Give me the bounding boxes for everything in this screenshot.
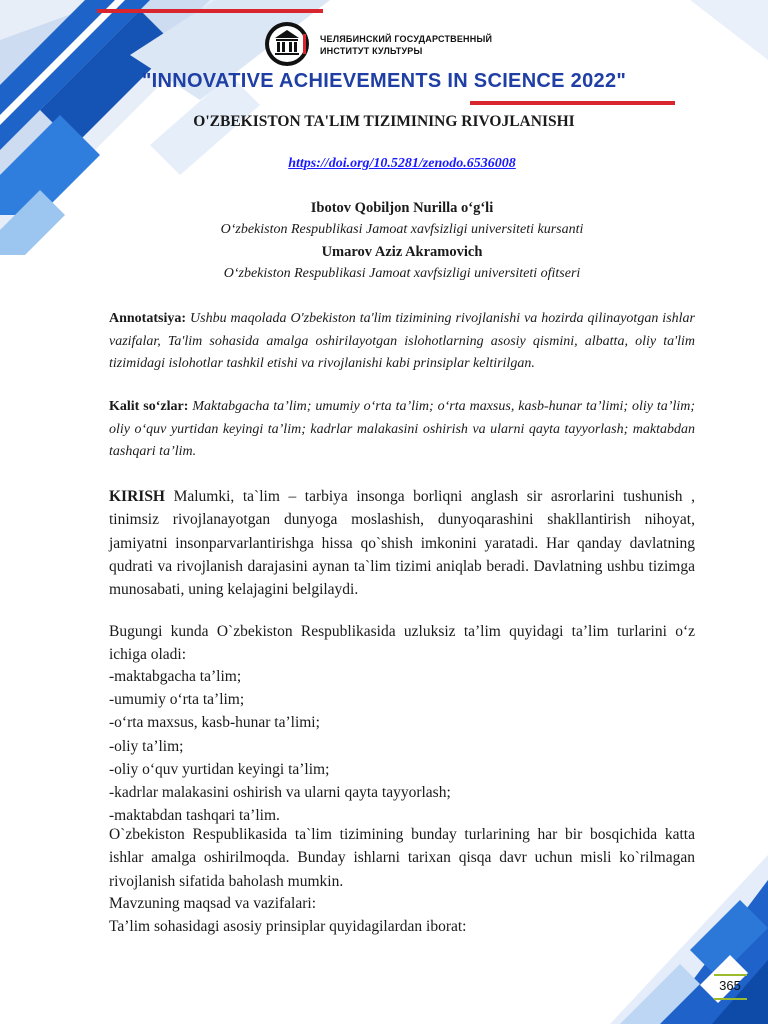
conference-title: "INNOVATIVE ACHIEVEMENTS IN SCIENCE 2022" [141, 70, 627, 92]
list-item: -kadrlar malakasini oshirish va ularni qayta tayyorlash; [109, 784, 451, 802]
abstract-label: Annotatsiya: [109, 311, 187, 326]
author-name-1: Ibotov Qobiljon Nurilla o‘g‘li [310, 200, 494, 216]
doi-link[interactable]: https://doi.org/10.5281/zenodo.6536008 [288, 156, 516, 171]
list-item: -oliy ta’lim; [109, 737, 184, 755]
abstract [109, 308, 695, 376]
intro-paragraph [109, 485, 695, 601]
institution-line-2: ИНСТИТУТ КУЛЬТУРЫ [320, 46, 423, 56]
keywords-label: Kalit so‘zlar: [109, 399, 189, 414]
intro-text: Malumki, ta`lim – tarbiya insonga borliqni anglash sir asrorlarini tushunish , tinimsiz rivojlanayotgan dunyoga moslashish, dunyoqarashini shakllantirish nihoyat, jamiyatni insonparvarlantirishga hissa qo`shish imkonini yaratadi. Har qanday davlatning qudrati va rivojlanish darajasini aynan ta`lim tizimi aniqlab beradi. Davlatning ushbu tizimga munosabati, uning kelajagini belgilaydi. [109, 488, 695, 599]
page-number-rule-top [714, 974, 747, 976]
list-item: -o‘rta maxsus, kasb-hunar ta’limi; [109, 714, 320, 732]
list-item: -oliy o‘quv yurtidan keyingi ta’lim; [109, 760, 330, 778]
top-red-rule [97, 9, 323, 13]
keywords [109, 396, 695, 464]
institute-emblem-icon [263, 20, 315, 68]
institution-name [320, 33, 492, 57]
institution-line-1: ЧЕЛЯБИНСКИЙ ГОСУДАРСТВЕННЫЙ [320, 34, 493, 44]
abstract-text: Ushbu maqolada O'zbekiston ta'lim tizimining rivojlanishi va hozirda qilinayotgan ishlar vazifalar, Ta'lim sohasida amalga oshirilayotgan islohotlarning asosiy qismini, albatta, oliy ta'lim tizimidagi islohotlar tashkil etishi va rivojlanishi kabi prinsiplar keltirilgan. [109, 311, 695, 371]
page-number-rule-bottom [714, 998, 747, 1000]
paragraph-5: Ta’lim sohasidagi asosiy prinsiplar quyidagilardan iborat: [109, 918, 467, 935]
keywords-text: Maktabgacha ta’lim; umumiy o‘rta ta’lim; o‘rta maxsus, kasb-hunar ta’limi; oliy ta’lim; oliy o‘quv yurtidan keyingi ta’lim; kadrlar malakasini oshirish va ularni qayta tayyorlash; maktabdan tashqari ta’lim. [109, 399, 696, 459]
author-name-2: Umarov Aziz Akramovich [321, 244, 483, 260]
author-affiliation-1: O‘zbekiston Respublikasi Jamoat xavfsizligi universiteti kursanti [220, 222, 584, 237]
conference-red-rule [470, 101, 675, 105]
education-types-list [109, 665, 451, 827]
list-item: -umumiy o‘rta ta’lim; [109, 691, 245, 709]
page-number: 365 [719, 978, 741, 993]
author-affiliation-2: O‘zbekiston Respublikasi Jamoat xavfsizligi universiteti ofitseri [223, 266, 581, 281]
intro-label: KIRISH [109, 488, 165, 505]
list-item: -maktabdan tashqari ta’lim. [109, 807, 280, 825]
paragraph-2: Bugungi kunda O`zbekiston Respublikasida uzluksiz ta’lim quyidagi ta’lim turlarini o‘z ichiga oladi: [109, 623, 695, 664]
article-title: O'ZBEKISTON TA'LIM TIZIMINING RIVOJLANISHI [193, 113, 575, 130]
paragraph-3: O`zbekiston Respublikasida ta`lim tizimining bunday turlarining har bir bosqichida katta ishlar amalga oshirilmoqda. Bunday ishlarni tarixan qisqa davr uchun misli ko`rilmagan rivojlanish sifatida baholash mumkin. [109, 826, 695, 890]
paragraph-4: Mavzuning maqsad va vazifalari: [109, 895, 317, 912]
list-item: -maktabgacha ta’lim; [109, 668, 242, 685]
